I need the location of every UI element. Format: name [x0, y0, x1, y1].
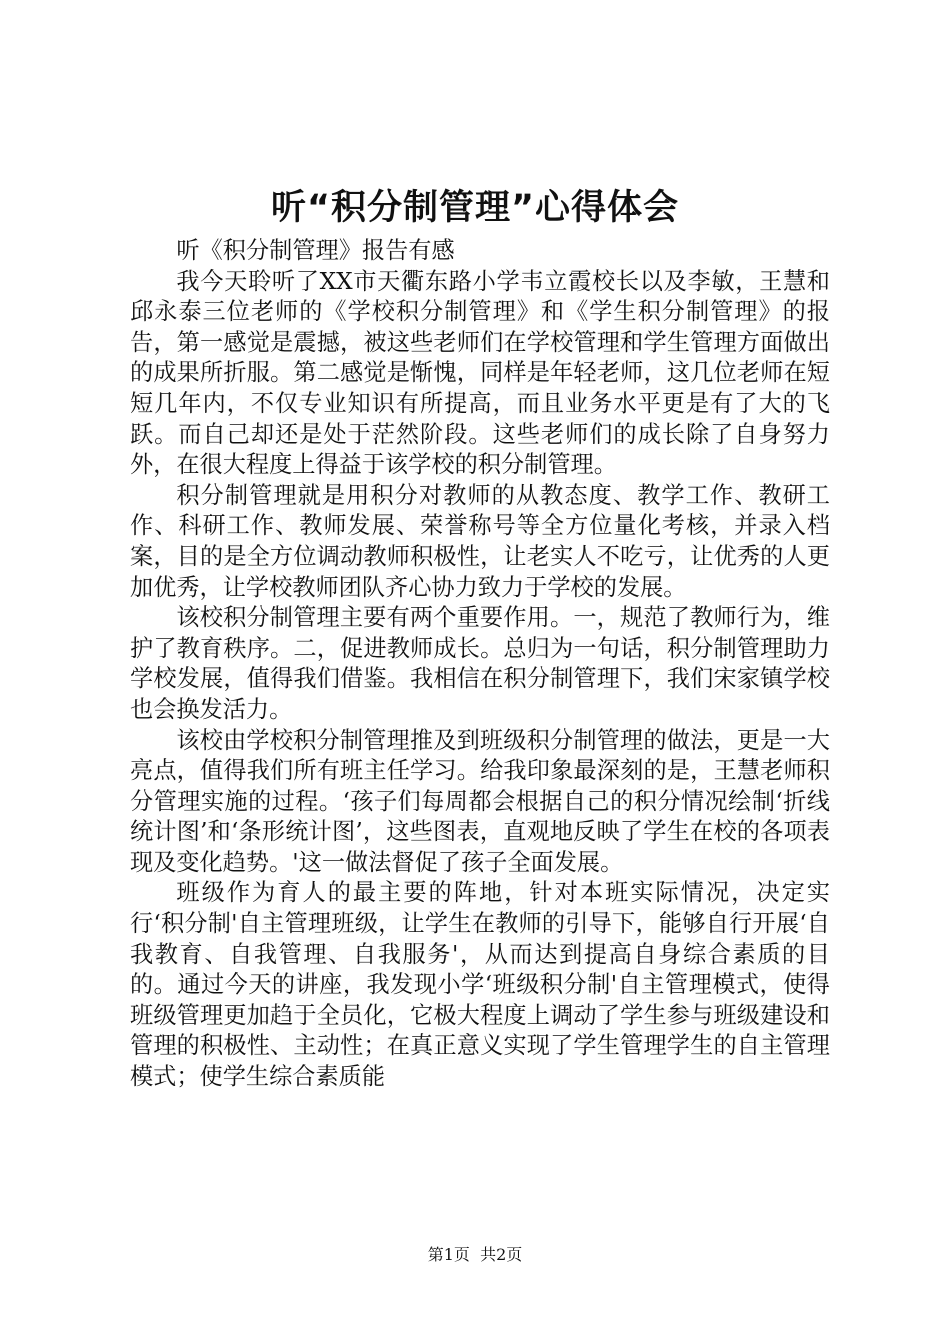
body-paragraph: 班级作为育人的最主要的阵地，针对本班实际情况，决定实行‘积分制'自主管理班级，让学生在教师的引导下，能够自行开展‘自我教育、自我管理、自我服务'，从而达到提高自身综合素质的目的。通过今天的讲座，我发现小学‘班级积分制'自主管理模式，使得班级管理更加趋于全员化，它极大程度上调动了学生参与班级建设和管理的积极性、主动性；在真正意义实现了学生管理学生的自主管理模式；使学生综合素质能: [130, 879, 830, 1091]
subtitle-paragraph: 听《积分制管理》报告有感: [176, 237, 455, 264]
body-paragraph: 该校由学校积分制管理推及到班级积分制管理的做法，更是一大亮点，值得我们所有班主任学习。给我印象最深刻的是，王慧老师积分管理实施的过程。‘孩子们每周都会根据自己的积分情况绘制‘折线统计图’和‘条形统计图’，这些图表，直观地反映了学生在校的各项表现及变化趋势。'这一做法督促了孩子全面发展。: [130, 726, 830, 876]
body-paragraph: 该校积分制管理主要有两个重要作用。一，规范了教师行为，维护了教育秩序。二，促进教师成长。总归为一句话，积分制管理助力学校发展，值得我们借鉴。我相信在积分制管理下，我们宋家镇学校也会换发活力。: [130, 604, 830, 723]
document-body: [130, 236, 830, 1093]
body-paragraph: 我今天聆听了XX市天衢东路小学韦立霞校长以及李敏，王慧和邱永泰三位老师的《学校积分制管理》和《学生积分制管理》的报告，第一感觉是震撼，被这些老师们在学校管理和学生管理方面做出的成果所折服。第二感觉是惭愧，同样是年轻老师，这几位老师在短短几年内，不仅专业知识有所提高，而且业务水平更是有了大的飞跃。而自己却还是处于茫然阶段。这些老师们的成长除了自身努力外，在很大程度上得益于该学校的积分制管理。: [130, 267, 830, 479]
body-paragraph: 积分制管理就是用积分对教师的从教态度、教学工作、教研工作、科研工作、教师发展、荣誉称号等全方位量化考核，并录入档案，目的是全方位调动教师积极性，让老实人不吃亏，让优秀的人更加优秀，让学校教师团队齐心协力致力于学校的发展。: [130, 481, 830, 601]
page-number: 第1页: [427, 1245, 470, 1264]
document-title: 听“积分制管理”心得体会: [270, 188, 679, 228]
page-total: 共2页: [480, 1245, 523, 1264]
page-footer: [0, 1244, 950, 1266]
